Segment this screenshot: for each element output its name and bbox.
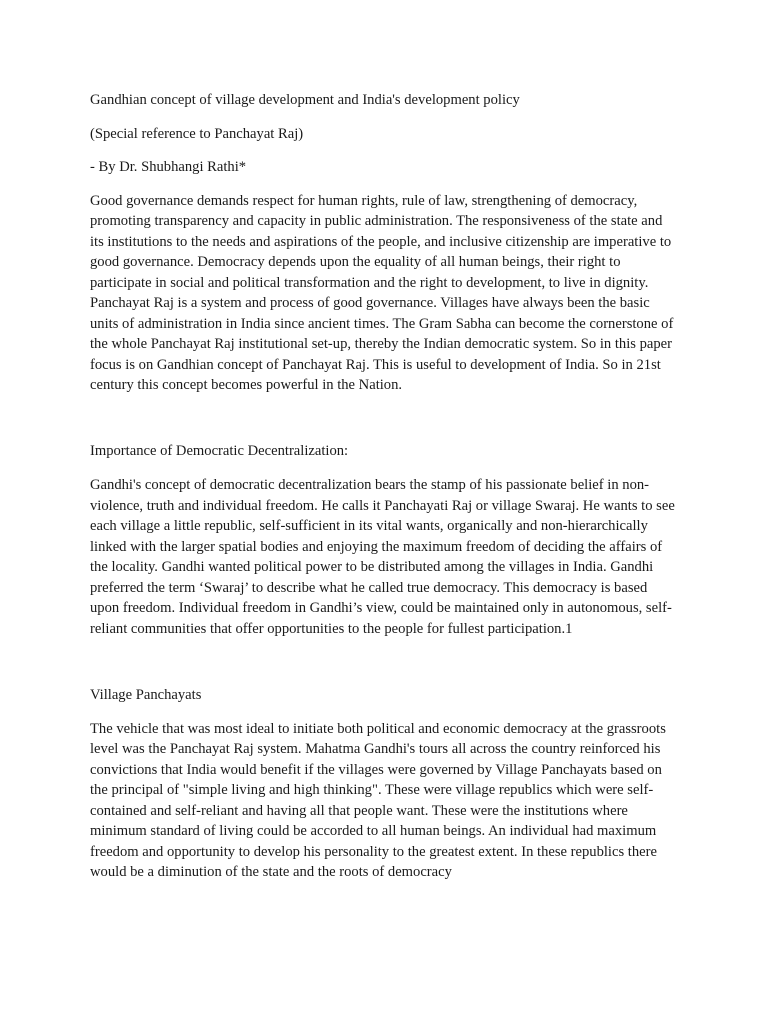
section-body: The vehicle that was most ideal to initiate both political and economic democracy at the grassroots level was the Panchayat Raj system. Mahatma Gandhi's tours all across the country reinforced his convictions that India would benefit if the villages were governed by Village Panchayats based on the principal of "simple living and high thinking". These were village republics which were self-contained and self-reliant and having all that people want. These were the institutions where minimum standard of living could be accorded to all human beings. An individual had maximum freedom and opportunity to develop his personality to the greatest extent. In these republics there would be a diminution of the state and the roots of democracy (90, 720, 666, 880)
intro-paragraph: Good governance demands respect for human rights, rule of law, strengthening of democracy, promoting transparency and capacity in public administration. The responsiveness of the state and its institutions to the needs and aspirations of the people, and inclusive citizenship are imperative to good governance. Democracy depends upon the equality of all human beings, their right to participate in social and political transformation and the right to development, to live in dignity. Panchayat Raj is a system and process of good governance. Villages have always been the basic units of administration in India since ancient times. The Gram Sabha can become the cornerstone of the whole Panchayat Raj institutional set-up, thereby the Indian democratic system. So in this paper focus is on Gandhian concept of Panchayat Raj. This is useful to development of India. So in 21st century this concept becomes powerful in the Nation. (90, 192, 674, 393)
section-heading: Importance of Democratic Decentralization: (90, 443, 349, 459)
section-spacer (90, 653, 678, 685)
section-body: Gandhi's concept of democratic decentralization bears the stamp of his passionate belief in non-violence, truth and individual freedom. He calls it Panchayati Raj or village Swaraj. He wants to see each village a little republic, self-sufficient in its vital wants, organically and non-hierarchically linked with the larger spatial bodies and enjoying the maximum freedom of deciding the affairs of the locality. Gandhi wanted political power to be distributed among the villages in India. Gandhi preferred the term ‘Swaraj’ to describe what he called true democracy. This democracy is based upon freedom. Individual freedom in Gandhi’s view, could be maintained only in autonomous, self-reliant communities that offer opportunities to the people for fullest participation.1 (90, 477, 675, 637)
section-heading: Village Panchayats (90, 686, 202, 703)
document-title: Gandhian concept of village development and India's development policy (90, 92, 520, 108)
document-subtitle: (Special reference to Panchayat Raj) (90, 125, 304, 142)
document-page (90, 90, 678, 896)
section-spacer (90, 409, 678, 441)
document-author: - By Dr. Shubhangi Rathi* (90, 159, 247, 175)
